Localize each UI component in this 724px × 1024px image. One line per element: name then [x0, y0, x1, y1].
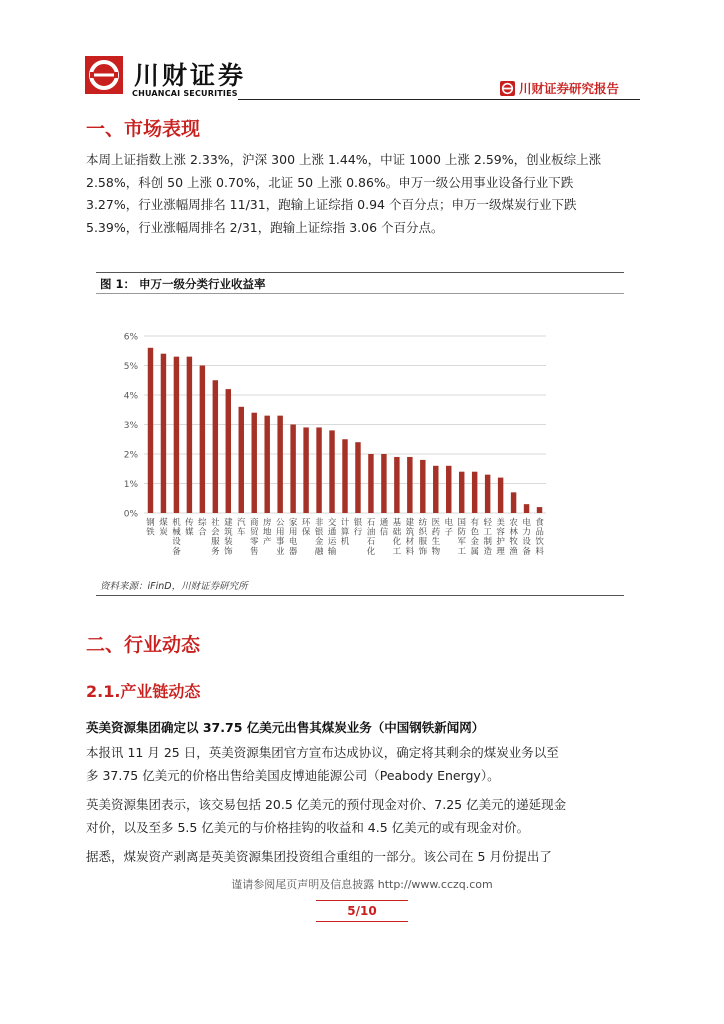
paragraph-line: 3.27%，行业涨幅周排名 11/31，跑输上证综指 0.94 个百分点；申万一级煤炭行业下跌	[86, 197, 577, 212]
bar-农林牧渔	[511, 492, 516, 513]
bar-建筑装饰	[226, 389, 231, 513]
paragraph-line: 5.39%，行业涨幅周排名 2/31，跑输上证综指 3.06 个百分点。	[86, 219, 444, 235]
x-tick-label: 电子	[444, 518, 454, 538]
paragraph-line: 对价，以及至多 5.5 亿美元的与价格挂钩的收益和 4.5 亿美元的或有现金对价。	[86, 819, 530, 835]
x-tick-label: 公用事业	[275, 518, 285, 557]
paragraph-line: 本报讯 11 月 25 日，英美资源集团官方宣布达成协议，确定将其剩余的煤炭业务以至	[86, 745, 559, 760]
section1-paragraph	[86, 149, 646, 239]
bar-传媒	[187, 357, 192, 513]
y-tick-label: 1%	[123, 480, 138, 490]
bar-煤炭	[161, 354, 166, 513]
y-tick-label: 0%	[123, 509, 138, 520]
company-name-en: CHUANCAI SECURITIES	[132, 89, 238, 98]
x-tick-label: 基础化工	[392, 518, 402, 557]
x-tick-label: 计算机	[340, 518, 350, 548]
paragraph-line: 多 37.75 亿美元的价格出售给美国皮博迪能源公司（Peabody Energy）。	[86, 767, 500, 783]
x-tick-label: 交通运输	[327, 518, 337, 557]
section1-heading: 一、市场表现	[86, 118, 201, 140]
bar-商贸零售	[252, 413, 257, 513]
x-tick-label: 轻工制造	[483, 518, 492, 557]
x-tick-label: 美容护理	[496, 518, 505, 557]
page-number: 5/10	[316, 900, 408, 922]
section2-heading: 二、行业动态	[86, 634, 201, 656]
x-tick-label: 银行	[353, 518, 363, 538]
paragraph-line: 英美资源集团表示，该交易包括 20.5 亿美元的预付现金对价、7.25 亿美元的递延现金	[86, 797, 567, 812]
bar-美容护理	[498, 478, 503, 513]
bar-基础化工	[394, 457, 399, 513]
figure-bottom-rule	[96, 595, 624, 596]
y-tick-label: 2%	[123, 450, 138, 461]
footer-disclaimer: 谨请参阅尾页声明及信息披露 http://www.cczq.com	[231, 878, 493, 891]
paragraph-line: 2.58%，科创 50 上涨 0.70%，北证 50 上涨 0.86%。申万一级公用事业设备行业下跌	[86, 174, 574, 190]
report-type-label: 川财证券研究报告	[519, 81, 620, 96]
paragraph-line: 据悉，煤炭资产剥离是英美资源集团投资组合重组的一部分。该公司在 5 月份提出了	[86, 849, 552, 864]
y-tick-label: 3%	[123, 421, 138, 431]
x-tick-label: 食品饮料	[535, 518, 544, 557]
x-tick-label: 石油石化	[366, 518, 376, 557]
bar-钢铁	[148, 348, 153, 513]
bar-食品饮料	[537, 507, 542, 513]
company-logo-icon	[85, 56, 123, 94]
x-tick-label: 通信	[379, 518, 389, 538]
x-tick-label: 传媒	[185, 518, 194, 538]
x-tick-label: 家用电器	[288, 518, 298, 557]
bar-纺织服饰	[420, 460, 425, 513]
paragraph-line: 本周上证指数上涨 2.33%，沪深 300 上涨 1.44%，中证 1000 上涨 2.59%，创业板综上涨	[86, 152, 602, 167]
x-tick-label: 电力设备	[522, 518, 531, 557]
bar-计算机	[342, 439, 347, 513]
bar-汽车	[239, 407, 244, 513]
bar-房地产	[264, 416, 269, 513]
bar-综合	[200, 366, 205, 514]
news-title: 英美资源集团确定以 37.75 亿美元出售其煤炭业务（中国钢铁新闻网）	[86, 720, 485, 735]
x-tick-label: 农林牧渔	[509, 518, 518, 557]
x-tick-label: 商贸零售	[250, 518, 259, 557]
figure-title-rule	[96, 293, 624, 294]
bar-石油石化	[368, 454, 373, 513]
x-tick-label: 汽车	[237, 518, 246, 538]
bar-银行	[355, 442, 360, 513]
y-tick-label: 6%	[123, 332, 138, 343]
x-tick-label: 房地产	[262, 518, 272, 548]
x-tick-label: 国防军工	[457, 518, 467, 557]
bar-电子	[446, 466, 451, 513]
x-tick-label: 钢铁	[146, 518, 155, 538]
bar-轻工制造	[485, 475, 490, 513]
bar-国防军工	[459, 472, 464, 513]
x-tick-label: 医药生物	[431, 518, 441, 557]
x-tick-label: 综合	[198, 518, 207, 538]
bar-电力设备	[524, 504, 529, 513]
bar-家用电器	[290, 425, 295, 514]
bar-公用事业	[277, 416, 282, 513]
bar-医药生物	[433, 466, 438, 513]
y-tick-label: 5%	[123, 362, 138, 372]
bar-交通运输	[329, 430, 334, 513]
y-tick-label: 4%	[123, 391, 138, 402]
news-body	[86, 742, 646, 869]
bar-有色金属	[472, 472, 477, 513]
x-tick-label: 环保	[301, 518, 311, 538]
bar-社会服务	[213, 380, 218, 513]
report-logo-icon	[500, 81, 515, 96]
x-tick-label: 有色金属	[470, 518, 479, 557]
x-tick-label: 建筑材料	[405, 518, 415, 557]
bar-非银金融	[316, 427, 321, 513]
bar-环保	[303, 427, 308, 513]
company-name-cn: 川财证券	[134, 61, 247, 90]
bar-建筑材料	[407, 457, 412, 513]
section2-subheading: 2.1.产业链动态	[86, 682, 201, 701]
header-divider	[238, 99, 640, 100]
x-tick-label: 煤炭	[159, 518, 168, 538]
bar-通信	[381, 454, 386, 513]
figure-source: 资料来源：iFinD，川财证券研究所	[100, 581, 248, 592]
report-type-tag	[500, 79, 619, 97]
industry-return-chart	[96, 296, 624, 576]
figure-title: 图 1： 申万一级分类行业收益率	[100, 277, 266, 291]
x-tick-label: 机械设备	[172, 518, 181, 557]
x-tick-label: 社会服务	[211, 518, 220, 557]
x-tick-label: 纺织服饰	[418, 518, 428, 557]
x-tick-label: 非银金融	[314, 518, 324, 557]
figure-top-rule	[96, 272, 624, 273]
x-tick-label: 建筑装饰	[224, 518, 233, 557]
bar-机械设备	[174, 357, 179, 513]
